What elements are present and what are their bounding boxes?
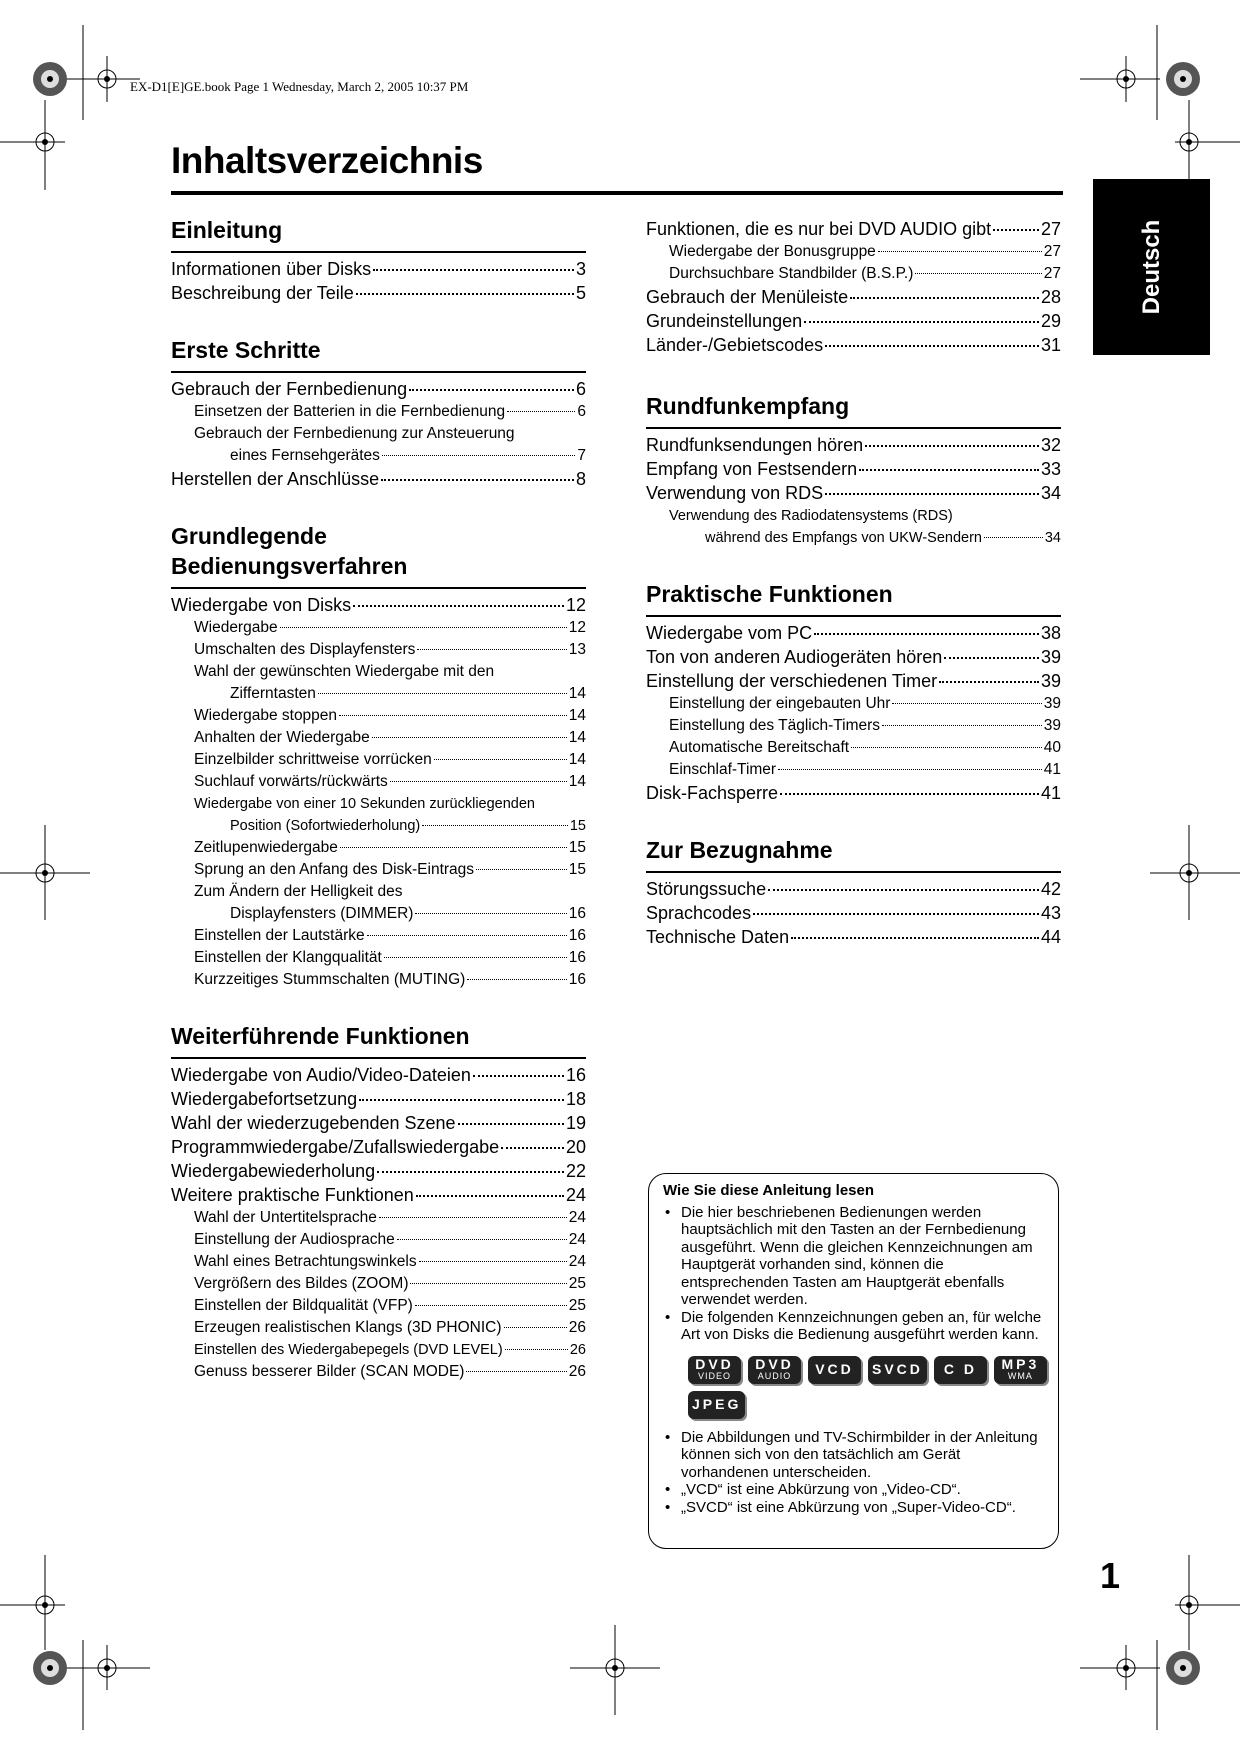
toc-section — [646, 577, 1061, 805]
toc-leader-dots — [944, 656, 1039, 659]
toc-entry-page: 39 — [1043, 717, 1061, 734]
section-heading-line: Grundlegende — [171, 523, 327, 549]
language-tab — [1093, 179, 1210, 355]
toc-entry-page: 25 — [568, 1297, 586, 1314]
toc-entry[interactable] — [171, 859, 586, 881]
toc-leader-dots — [753, 912, 1039, 915]
toc-entry-page: 14 — [568, 707, 586, 724]
toc-entry-title: Herstellen der Anschlüsse — [171, 469, 380, 489]
toc-entry-page: 6 — [577, 403, 586, 420]
toc-entry-title: Einstellen der Klangqualität — [194, 949, 382, 966]
toc-entry-page: 26 — [568, 1363, 586, 1380]
toc-entry[interactable] — [171, 1229, 586, 1251]
toc-leader-dots — [372, 736, 567, 738]
badge-line2: AUDIO — [757, 1371, 792, 1381]
toc-entry[interactable] — [171, 257, 586, 281]
toc-entry-title: Suchlauf vorwärts/rückwärts — [194, 773, 388, 790]
toc-entry-page: 24 — [568, 1253, 586, 1270]
toc-entry[interactable] — [646, 241, 1061, 263]
toc-entry[interactable] — [171, 1339, 586, 1361]
disc-badge-cd — [934, 1356, 987, 1384]
badge-line1: DVD — [755, 1356, 794, 1372]
reading-guide-bullet: • Die Abbildungen und TV-Schirmbilder in der Anleitung können sich von den tatsächlich am Gerät vorhandenen unterscheiden. — [663, 1429, 1044, 1482]
toc-entry[interactable] — [171, 837, 586, 859]
section-heading-line: Erste Schritte — [171, 337, 321, 363]
toc-leader-dots — [339, 714, 567, 716]
toc-entry-title: Wiedergabe stoppen — [194, 707, 338, 724]
toc-entry-page: 8 — [575, 469, 586, 489]
toc-leader-dots — [397, 1238, 567, 1240]
toc-entry[interactable] — [646, 737, 1061, 759]
toc-entries — [171, 1059, 586, 1383]
section-heading-line: Praktische Funktionen — [646, 581, 893, 607]
toc-entry-title: Programmwiedergabe/Zufallswiedergabe — [171, 1137, 500, 1157]
toc-entry[interactable] — [646, 457, 1061, 481]
toc-leader-dots — [415, 912, 566, 914]
toc-entry[interactable] — [171, 1087, 586, 1111]
toc-entry-title: Technische Daten — [646, 927, 790, 947]
toc-entry-title: Erzeugen realistischen Klangs (3D PHONIC) — [194, 1319, 502, 1336]
toc-entry[interactable] — [646, 285, 1061, 309]
badge-line2: WMA — [1007, 1371, 1033, 1381]
toc-entry-title: Störungssuche — [646, 879, 767, 899]
language-tab-label: Deutsch — [1137, 219, 1165, 315]
toc-entry-title: Umschalten des Displayfensters — [194, 641, 416, 658]
toc-entry-title: Länder-/Gebietscodes — [646, 335, 824, 355]
toc-entry-title: Einstellung der Audiosprache — [194, 1231, 395, 1248]
page-number: 1 — [1100, 1555, 1121, 1596]
toc-entry-page: 25 — [568, 1275, 586, 1292]
toc-leader-dots — [415, 1304, 567, 1306]
toc-entry[interactable] — [646, 333, 1061, 357]
toc-entry-page: 38 — [1040, 623, 1061, 643]
section-heading-line: Einleitung — [171, 217, 283, 243]
toc-entries — [646, 617, 1061, 805]
toc-leader-dots — [814, 632, 1039, 635]
toc-section — [171, 1019, 586, 1383]
toc-entry-title: Einstellung der eingebauten Uhr — [669, 695, 891, 712]
toc-entry-title: Verwendung von RDS — [646, 483, 824, 503]
section-heading — [171, 333, 586, 373]
reading-guide-box — [648, 1173, 1059, 1549]
toc-entry[interactable] — [171, 1295, 586, 1317]
toc-leader-dots — [778, 768, 1042, 770]
toc-entry-page: 27 — [1043, 243, 1061, 260]
toc-entry-line: Wiedergabe von einer 10 Sekunden zurückliegenden — [194, 796, 535, 812]
toc-leader-dots — [367, 934, 567, 936]
toc-entry[interactable] — [171, 727, 586, 749]
disc-badge-jpeg — [688, 1391, 745, 1419]
toc-leader-dots — [467, 978, 566, 980]
toc-entry-page: 26 — [568, 1319, 586, 1336]
badge-line1: VCD — [815, 1361, 854, 1377]
toc-entry[interactable] — [171, 1135, 586, 1159]
reading-guide-bullet: • Die hier beschriebenen Bedienungen werden hauptsächlich mit den Tasten an der Fernbedienung ausgeführt. Wenn die gleichen Kennzeichnungen am Hauptgerät vorhanden sind, können die entsprechenden Tasten am Hauptgerät ebenfalls verwendet werden. — [663, 1204, 1044, 1309]
toc-entry-page: 12 — [565, 595, 586, 615]
toc-entry[interactable] — [646, 759, 1061, 781]
toc-leader-dots — [353, 604, 564, 607]
toc-entries — [646, 873, 1061, 949]
toc-entry-title: eines Fernsehgerätes — [230, 447, 380, 464]
toc-leader-dots — [984, 536, 1043, 538]
toc-leader-dots — [882, 724, 1042, 726]
toc-leader-dots — [501, 1146, 564, 1149]
disc-badge-mp3 — [994, 1356, 1047, 1384]
toc-leader-dots — [381, 478, 574, 481]
toc-entry-page: 28 — [1040, 287, 1061, 307]
toc-leader-dots — [434, 758, 567, 760]
toc-entry[interactable] — [171, 1159, 586, 1183]
toc-entry-title: Durchsuchbare Standbilder (B.S.P.) — [669, 265, 914, 282]
toc-leader-dots — [825, 344, 1039, 347]
toc-entry[interactable] — [171, 1063, 586, 1087]
toc-entry-title: Weitere praktische Funktionen — [171, 1185, 414, 1205]
toc-entry-title: Displayfensters (DIMMER) — [230, 905, 414, 922]
reading-guide-bullet: • Die folgenden Kennzeichnungen geben an, für welche Art von Disks die Bedienung ausgeführt werden kann. — [663, 1309, 1044, 1344]
toc-entry[interactable] — [171, 1317, 586, 1339]
toc-entry-page: 24 — [565, 1185, 586, 1205]
toc-leader-dots — [419, 1260, 567, 1262]
toc-leader-dots — [507, 410, 575, 412]
toc-entry-title: Position (Sofortwiederholung) — [230, 818, 421, 834]
toc-entry-title: Rundfunksendungen hören — [646, 435, 864, 455]
toc-entry-page: 27 — [1040, 219, 1061, 239]
toc-entry-page: 14 — [568, 751, 586, 768]
badge-line1: MP3 — [1001, 1356, 1040, 1372]
toc-entry-page: 27 — [1043, 265, 1061, 282]
toc-entry-page: 29 — [1040, 311, 1061, 331]
toc-entry-title: Empfang von Festsendern — [646, 459, 858, 479]
toc-entry[interactable] — [646, 263, 1061, 285]
section-heading — [646, 577, 1061, 617]
toc-entry-page: 15 — [568, 839, 586, 856]
toc-entry-page: 18 — [565, 1089, 586, 1109]
toc-entry-page: 26 — [569, 1342, 586, 1358]
toc-leader-dots — [384, 956, 567, 958]
toc-entry-title: Wahl der Untertitelsprache — [194, 1209, 377, 1226]
toc-entry-page: 33 — [1040, 459, 1061, 479]
toc-entry-title: Zeitlupenwiedergabe — [194, 839, 338, 856]
toc-entry-title: Einstellung der verschiedenen Timer — [646, 671, 938, 691]
toc-entry-title: Einstellung des Täglich-Timers — [669, 717, 881, 734]
toc-entry-title: Einstellen des Wiedergabepegels (DVD LEVEL) — [194, 1342, 503, 1358]
section-heading-line: Bedienungsverfahren — [171, 553, 408, 579]
toc-section — [171, 519, 586, 991]
toc-entry-page: 24 — [568, 1231, 586, 1248]
toc-leader-dots — [359, 1098, 564, 1101]
section-heading — [646, 833, 1061, 873]
toc-entry-page: 12 — [568, 619, 586, 636]
toc-entry[interactable] — [171, 281, 586, 305]
toc-entry-page: 20 — [565, 1137, 586, 1157]
toc-entry-page: 3 — [575, 259, 586, 279]
toc-entry-title: Sprachcodes — [646, 903, 752, 923]
toc-entry-page: 41 — [1043, 761, 1061, 778]
toc-entry[interactable] — [171, 617, 586, 639]
toc-entry[interactable] — [646, 901, 1061, 925]
toc-entry[interactable] — [646, 433, 1061, 457]
toc-entry-title: Anhalten der Wiedergabe — [194, 729, 370, 746]
toc-entry-title: Einsetzen der Batterien in die Fernbedienung — [194, 403, 506, 420]
toc-entries — [646, 429, 1061, 549]
toc-entry-page: 19 — [565, 1113, 586, 1133]
toc-entry-page: 39 — [1040, 671, 1061, 691]
toc-entry[interactable] — [171, 683, 586, 705]
toc-leader-dots — [373, 268, 574, 271]
toc-entry-title: Wiedergabe vom PC — [646, 623, 813, 643]
toc-leader-dots — [878, 250, 1042, 252]
toc-entry-page: 14 — [568, 729, 586, 746]
toc-entry-page: 14 — [568, 773, 586, 790]
toc-leader-dots — [865, 444, 1039, 447]
toc-entry-title: Vergrößern des Bildes (ZOOM) — [194, 1275, 409, 1292]
toc-leader-dots — [390, 780, 567, 782]
toc-entry[interactable] — [171, 445, 586, 467]
disc-badge-dvd — [748, 1356, 801, 1384]
disc-badge-svcd — [868, 1356, 927, 1384]
toc-entry-title: Wiedergabefortsetzung — [171, 1089, 358, 1109]
toc-entry-title: Einstellen der Lautstärke — [194, 927, 365, 944]
toc-entry[interactable] — [646, 781, 1061, 805]
toc-entry-page: 42 — [1040, 879, 1061, 899]
badge-line1: C D — [943, 1361, 977, 1377]
toc-entry-page: 39 — [1043, 695, 1061, 712]
section-heading-line: Zur Bezugnahme — [646, 837, 833, 863]
toc-entry-line: Verwendung des Radiodatensystems (RDS) — [669, 508, 953, 524]
toc-entry-title: Grundeinstellungen — [646, 311, 803, 331]
file-info-header: EX-D1[E]GE.book Page 1 Wednesday, March 2, 2005 10:37 PM — [130, 79, 469, 94]
toc-entry-page: 14 — [568, 685, 586, 702]
toc-entry[interactable] — [171, 593, 586, 617]
toc-leader-dots — [993, 228, 1039, 231]
toc-leader-dots — [416, 1194, 564, 1197]
toc-entry-title: Informationen über Disks — [171, 259, 372, 279]
toc-entry-title: Wiedergabe von Audio/Video-Dateien — [171, 1065, 471, 1085]
toc-leader-dots — [915, 272, 1041, 274]
toc-entry-title: während des Empfangs von UKW-Sendern — [705, 530, 982, 546]
toc-leader-dots — [379, 1216, 567, 1218]
disc-badge-dvd — [688, 1356, 741, 1384]
toc-entry-page: 16 — [565, 1065, 586, 1085]
toc-entry[interactable] — [171, 815, 586, 837]
toc-entry-page: 7 — [577, 447, 586, 464]
toc-leader-dots — [768, 888, 1039, 891]
toc-entry[interactable] — [171, 947, 586, 969]
toc-entries — [171, 373, 586, 491]
toc-leader-dots — [859, 468, 1039, 471]
toc-entry[interactable] — [171, 1183, 586, 1207]
disc-type-badges — [663, 1344, 1048, 1419]
toc-section — [171, 333, 586, 491]
toc-entry-page: 16 — [568, 905, 586, 922]
toc-entry[interactable] — [171, 925, 586, 947]
toc-leader-dots — [356, 292, 574, 295]
toc-entry[interactable] — [646, 925, 1061, 949]
toc-entry[interactable] — [171, 401, 586, 423]
badge-line1: JPEG — [692, 1396, 742, 1412]
toc-entry[interactable] — [171, 1111, 586, 1135]
toc-entry-title: Wiedergabe — [194, 619, 278, 636]
section-heading-line: Rundfunkempfang — [646, 393, 850, 419]
toc-entry-page: 5 — [575, 283, 586, 303]
toc-entry[interactable] — [171, 1273, 586, 1295]
toc-entry-title: Wahl eines Betrachtungswinkels — [194, 1253, 417, 1270]
toc-leader-dots — [410, 1282, 566, 1284]
toc-entry[interactable] — [646, 481, 1061, 505]
toc-entry[interactable] — [646, 877, 1061, 901]
toc-entry-page: 16 — [568, 971, 586, 988]
toc-entry-page: 31 — [1040, 335, 1061, 355]
reading-guide-bullet: • „VCD“ ist eine Abkürzung von „Video-CD“. — [663, 1481, 1044, 1499]
toc-entry-page: 13 — [568, 641, 586, 658]
toc-entry[interactable] — [171, 969, 586, 991]
toc-leader-dots — [780, 792, 1039, 795]
toc-entry[interactable] — [171, 467, 586, 491]
toc-entry-title: Wiedergabe der Bonusgruppe — [669, 243, 876, 260]
reading-guide-list-top — [663, 1204, 1044, 1344]
toc-leader-dots — [422, 824, 568, 826]
toc-entry-title: Funktionen, die es nur bei DVD AUDIO gibt — [646, 219, 992, 239]
toc-entry[interactable] — [646, 527, 1061, 549]
toc-leader-dots — [825, 492, 1039, 495]
toc-section — [171, 213, 586, 305]
toc-entry-title: Einzelbilder schrittweise vorrücken — [194, 751, 432, 768]
badge-line2: VIDEO — [697, 1371, 731, 1381]
toc-section — [646, 833, 1061, 949]
toc-entry[interactable] — [171, 1207, 586, 1229]
toc-entry-title: Kurzzeitiges Stummschalten (MUTING) — [194, 971, 466, 988]
toc-entry[interactable] — [171, 377, 586, 401]
toc-entry-page: 15 — [569, 818, 586, 834]
toc-entry-page: 24 — [568, 1209, 586, 1226]
toc-entry-title: Zifferntasten — [230, 685, 316, 702]
toc-leader-dots — [466, 1370, 566, 1372]
toc-entry-page: 34 — [1044, 530, 1061, 546]
toc-left-column — [171, 213, 586, 1411]
badge-line1: DVD — [695, 1356, 734, 1372]
toc-entry-title: Automatische Bereitschaft — [669, 739, 850, 756]
toc-section — [646, 389, 1061, 549]
toc-entry-title: Einschlaf-Timer — [669, 761, 777, 778]
toc-entry-page: 43 — [1040, 903, 1061, 923]
toc-entry[interactable] — [646, 693, 1061, 715]
toc-entry-page: 41 — [1040, 783, 1061, 803]
toc-entry[interactable] — [646, 669, 1061, 693]
toc-leader-dots — [504, 1326, 567, 1328]
toc-entry-title: Gebrauch der Menüleiste — [646, 287, 849, 307]
toc-entry-title: Gebrauch der Fernbedienung — [171, 379, 408, 399]
section-heading — [646, 389, 1061, 429]
section-heading-line: Weiterführende Funktionen — [171, 1023, 470, 1049]
section-heading — [171, 213, 586, 253]
title-rule — [171, 191, 1063, 195]
toc-entry-page: 40 — [1043, 739, 1061, 756]
toc-entry-page: 16 — [568, 949, 586, 966]
toc-entry[interactable] — [171, 749, 586, 771]
toc-entry[interactable] — [646, 645, 1061, 669]
toc-leader-dots — [804, 320, 1039, 323]
toc-leader-dots — [505, 1348, 568, 1350]
toc-leader-dots — [409, 388, 574, 391]
toc-leader-dots — [791, 936, 1039, 939]
toc-entry-page: 6 — [575, 379, 586, 399]
toc-entries — [171, 253, 586, 305]
toc-entry-title: Wiedergabe von Disks — [171, 595, 352, 615]
toc-entry[interactable] — [646, 715, 1061, 737]
toc-entries — [171, 589, 586, 991]
reading-guide-list-bottom — [663, 1429, 1044, 1517]
reading-guide-heading: Wie Sie diese Anleitung lesen — [663, 1182, 875, 1199]
reading-guide-bullet: • „SVCD“ ist eine Abkürzung von „Super-Video-CD“. — [663, 1499, 1044, 1517]
toc-leader-dots — [382, 454, 575, 456]
page-title: Inhaltsverzeichnis — [171, 140, 483, 181]
toc-entry-line: Gebrauch der Fernbedienung zur Ansteuerung — [194, 425, 515, 442]
toc-entry-title: Genuss besserer Bilder (SCAN MODE) — [194, 1363, 465, 1380]
toc-entry-page: 44 — [1040, 927, 1061, 947]
toc-entry[interactable] — [646, 309, 1061, 333]
toc-entry-title: Einstellen der Bildqualität (VFP) — [194, 1297, 413, 1314]
section-heading — [171, 519, 586, 589]
toc-entries — [646, 213, 1061, 357]
toc-leader-dots — [280, 626, 567, 628]
disc-badge-vcd — [808, 1356, 861, 1384]
toc-entry[interactable] — [171, 1361, 586, 1383]
toc-entry-line: Wahl der gewünschten Wiedergabe mit den — [194, 663, 495, 680]
toc-leader-dots — [318, 692, 567, 694]
toc-entry[interactable] — [171, 1251, 586, 1273]
toc-entry-title: Beschreibung der Teile — [171, 283, 354, 303]
toc-leader-dots — [850, 296, 1039, 299]
toc-entry-title: Wahl der wiederzugebenden Szene — [171, 1113, 456, 1133]
toc-entry-page: 39 — [1040, 647, 1061, 667]
toc-entry-title: Wiedergabewiederholung — [171, 1161, 376, 1181]
toc-entry-title: Disk-Fachsperre — [646, 783, 779, 803]
toc-leader-dots — [417, 648, 566, 650]
toc-entry-title: Sprung an den Anfang des Disk-Eintrags — [194, 861, 475, 878]
toc-entry-line: Zum Ändern der Helligkeit des — [194, 883, 403, 900]
toc-entry-page: 34 — [1040, 483, 1061, 503]
toc-leader-dots — [476, 868, 567, 870]
toc-leader-dots — [851, 746, 1042, 748]
toc-entry-page: 22 — [565, 1161, 586, 1181]
toc-leader-dots — [340, 846, 567, 848]
toc-entry-page: 16 — [568, 927, 586, 944]
toc-leader-dots — [892, 702, 1041, 704]
toc-entry[interactable] — [171, 639, 586, 661]
section-heading — [171, 1019, 586, 1059]
badge-line1: SVCD — [872, 1361, 923, 1377]
toc-leader-dots — [377, 1170, 564, 1173]
toc-leader-dots — [939, 680, 1039, 683]
toc-leader-dots — [473, 1074, 564, 1077]
toc-right-column — [646, 213, 1061, 977]
toc-section — [646, 213, 1061, 357]
toc-entry[interactable] — [171, 771, 586, 793]
toc-entry[interactable] — [171, 705, 586, 727]
toc-entry[interactable] — [171, 903, 586, 925]
toc-entry-page: 32 — [1040, 435, 1061, 455]
toc-entry-page: 15 — [568, 861, 586, 878]
toc-entry[interactable] — [646, 621, 1061, 645]
toc-entry-title: Ton von anderen Audiogeräten hören — [646, 647, 943, 667]
toc-entry[interactable] — [646, 217, 1061, 241]
toc-leader-dots — [458, 1122, 564, 1125]
